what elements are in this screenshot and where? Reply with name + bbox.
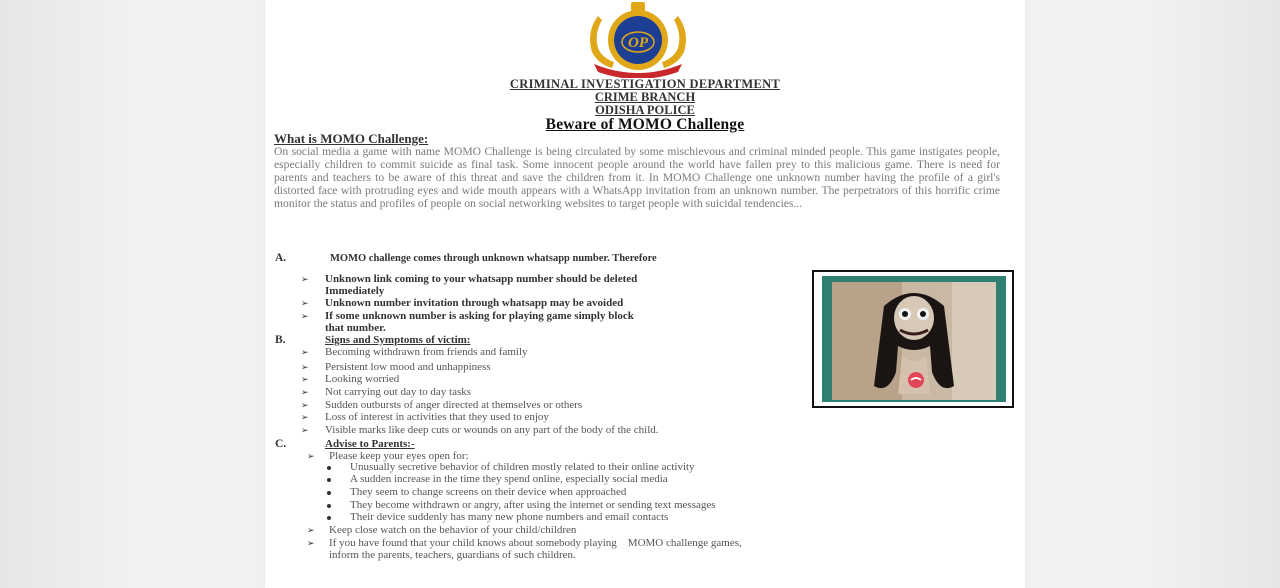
section-b-item: Loss of interest in activities that they used to enjoy	[325, 411, 549, 423]
section-c-bullet: Their device suddenly has many new phone numbers and email contacts	[350, 511, 669, 523]
section-a-heading: MOMO challenge comes through unknown whatsapp number. Therefore	[330, 253, 657, 264]
department-name: CRIMINAL INVESTIGATION DEPARTMENT	[509, 77, 781, 91]
bullet-dot-icon	[327, 478, 331, 482]
section-a-item: Unknown link coming to your whatsapp number should be deleted	[325, 273, 638, 285]
intro-heading: What is MOMO Challenge:	[274, 131, 429, 146]
section-a-item: Unknown number invitation through whatsapp may be avoided	[325, 297, 624, 309]
section-c-intro: Please keep your eyes open for:	[329, 450, 469, 462]
section-c-item: Keep close watch on the behavior of your child/children	[329, 524, 577, 536]
intro-paragraph: On social media a game with name MOMO Challenge is being circulated by some mischievous and criminal minded people. This game instigates people, especially children to commit suicide as final task. Some innocent people around the world have fallen prey to this malicious game. There is need for parents and teachers to be aware of this threat and save the children from it. In MOMO Challenge one unknown number having the profile of a girl's distorted face with protruding eyes and wide mouth appears with a WhatsApp invitation from an unknown number. The perpetrators of this horrific crime monitor the status and profiles of people on social networking websites to target people with suicidal tendencies...	[274, 145, 1000, 210]
momo-video-call-image	[822, 276, 1006, 402]
arrow-bullet-icon: ➢	[301, 374, 309, 384]
section-b-item: Sudden outbursts of anger directed at themselves or others	[325, 399, 583, 411]
momo-photo-frame	[812, 270, 1014, 408]
branch-name: CRIME BRANCH	[594, 90, 696, 104]
section-c-bullet: A sudden increase in the time they spend online, especially social media	[350, 473, 668, 485]
section-b-item: Not carrying out day to day tasks	[325, 386, 472, 398]
bullet-dot-icon	[327, 504, 331, 508]
arrow-bullet-icon: ➢	[307, 525, 315, 535]
section-c-bullet: Unusually secretive behavior of children mostly related to their online activity	[350, 461, 695, 473]
section-c-item: If you have found that your child knows about somebody playing MOMO challenge games,	[329, 537, 742, 549]
odisha-police-emblem-icon	[568, 2, 708, 78]
arrow-bullet-icon: ➢	[301, 274, 309, 284]
section-b-item: Visible marks like deep cuts or wounds on any part of the body of the child.	[325, 424, 659, 436]
arrow-bullet-icon: ➢	[301, 425, 309, 435]
arrow-bullet-icon: ➢	[301, 311, 309, 321]
section-b-heading: Signs and Symptoms of victim:	[325, 334, 471, 346]
section-b-item: Becoming withdrawn from friends and family	[325, 346, 528, 358]
bullet-dot-icon	[327, 466, 331, 470]
section-c-heading: Advise to Parents:-	[325, 438, 415, 450]
arrow-bullet-icon: ➢	[301, 362, 309, 372]
document-title: Beware of MOMO Challenge	[545, 116, 745, 133]
section-a-item: Immediately	[325, 285, 385, 297]
section-c-letter: C.	[275, 438, 287, 450]
section-c-bullet: They become withdrawn or angry, after using the internet or sending text messages	[350, 499, 716, 511]
arrow-bullet-icon: ➢	[301, 412, 309, 422]
arrow-bullet-icon: ➢	[307, 538, 315, 548]
section-a-letter: A.	[275, 252, 287, 264]
section-b-letter: B.	[275, 334, 286, 346]
document-page	[265, 0, 1025, 588]
arrow-bullet-icon: ➢	[301, 400, 309, 410]
arrow-bullet-icon: ➢	[301, 298, 309, 308]
section-a-item: If some unknown number is asking for playing game simply block	[325, 310, 634, 322]
arrow-bullet-icon: ➢	[307, 451, 315, 461]
section-a-item: that number.	[325, 322, 386, 334]
bullet-dot-icon	[327, 516, 331, 520]
police-name: ODISHA POLICE	[595, 103, 695, 117]
section-c-item: inform the parents, teachers, guardians of such children.	[329, 549, 576, 561]
section-b-item: Looking worried	[325, 373, 400, 385]
arrow-bullet-icon: ➢	[301, 387, 309, 397]
section-b-item: Persistent low mood and unhappiness	[325, 361, 491, 373]
emblem-monogram: OP	[628, 35, 648, 51]
bullet-dot-icon	[327, 491, 331, 495]
arrow-bullet-icon: ➢	[301, 347, 309, 357]
section-c-bullet: They seem to change screens on their device when approached	[350, 486, 627, 498]
